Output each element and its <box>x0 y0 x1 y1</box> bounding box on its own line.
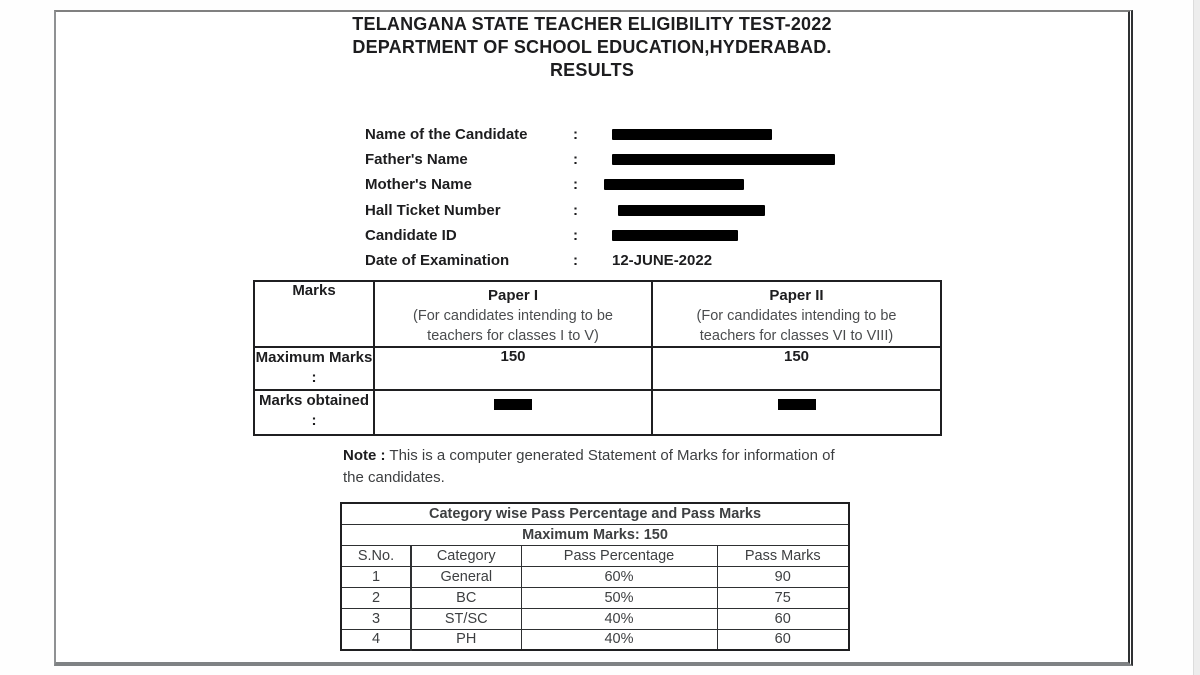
detail-row-father-name <box>365 147 835 172</box>
detail-row-candidate-id <box>365 223 835 248</box>
father-name-label: Father's Name <box>365 151 468 169</box>
mother-name-value <box>612 179 744 190</box>
results-header <box>56 13 1128 82</box>
exam-date-value: 12-JUNE-2022 <box>612 252 713 270</box>
redaction-bar <box>612 230 738 241</box>
cell-pass-marks: 75 <box>717 587 849 608</box>
paper2-marks-obtained <box>652 390 941 435</box>
separator-colon: : <box>573 226 578 244</box>
department-title: DEPARTMENT OF SCHOOL EDUCATION,HYDERABAD. <box>352 37 832 57</box>
cell-pass-percentage: 40% <box>521 608 717 629</box>
exam-date-label: Date of Examination <box>365 252 510 270</box>
header-category: Category <box>411 545 521 566</box>
maximum-marks-row <box>254 347 941 390</box>
cell-sno: 3 <box>341 608 411 629</box>
scrollbar-track[interactable] <box>1193 0 1200 675</box>
paper2-title: Paper II <box>769 287 824 304</box>
cell-pass-marks: 90 <box>717 566 849 587</box>
note-body: This is a computer generated Statement of Marks for information of the candidates. <box>343 447 835 486</box>
category-table-title-row <box>341 503 849 524</box>
marks-obtained-label: Marks obtained : <box>254 390 374 435</box>
cell-pass-marks: 60 <box>717 629 849 650</box>
father-name-value <box>612 154 835 165</box>
candidate-details-section <box>365 122 835 273</box>
paper1-title: Paper I <box>487 287 539 304</box>
header-pass-percentage: Pass Percentage <box>521 545 717 566</box>
mother-name-label: Mother's Name <box>365 176 472 194</box>
redaction-bar <box>494 399 532 410</box>
candidate-id-label: Candidate ID <box>365 226 457 244</box>
redaction-bar <box>618 205 765 216</box>
separator-colon: : <box>573 126 578 144</box>
detail-row-exam-date <box>365 248 835 273</box>
cell-pass-percentage: 50% <box>521 587 717 608</box>
cell-pass-percentage: 40% <box>521 629 717 650</box>
paper2-maximum-marks: 150 <box>652 347 941 390</box>
candidate-name-value <box>612 129 772 140</box>
candidate-id-value <box>612 230 738 241</box>
table-row-bc <box>341 587 849 608</box>
category-table-header-row <box>341 545 849 566</box>
detail-row-hall-ticket <box>365 198 835 223</box>
cell-pass-marks: 60 <box>717 608 849 629</box>
cell-sno: 4 <box>341 629 411 650</box>
detail-row-mother-name <box>365 172 835 197</box>
hall-ticket-value <box>612 205 765 216</box>
paper1-marks-obtained <box>374 390 652 435</box>
table-row-general <box>341 566 849 587</box>
maximum-marks-label: Maximum Marks : <box>254 347 374 390</box>
category-table-title: Category wise Pass Percentage and Pass Marks <box>341 503 849 524</box>
separator-colon: : <box>573 201 578 219</box>
separator-colon: : <box>573 176 578 194</box>
candidate-name-label: Name of the Candidate <box>365 126 528 144</box>
paper2-subtitle: (For candidates intending to be teachers for classes VI to VIII) <box>696 308 897 344</box>
cell-category: ST/SC <box>411 608 521 629</box>
document-page <box>54 10 1133 666</box>
cell-category: General <box>411 566 521 587</box>
table-row-ph <box>341 629 849 650</box>
results-heading: RESULTS <box>549 60 635 80</box>
cell-category: BC <box>411 587 521 608</box>
category-table-maxmarks-row <box>341 524 849 545</box>
cell-pass-percentage: 60% <box>521 566 717 587</box>
redaction-bar <box>778 399 816 410</box>
marks-table-header-row <box>254 281 941 347</box>
table-row-stsc <box>341 608 849 629</box>
header-sno: S.No. <box>341 545 411 566</box>
marks-obtained-row <box>254 390 941 435</box>
redaction-bar <box>604 179 744 190</box>
marks-corner-header: Marks <box>254 281 374 347</box>
hall-ticket-label: Hall Ticket Number <box>365 201 501 219</box>
cell-sno: 1 <box>341 566 411 587</box>
paper2-header-cell <box>652 281 941 347</box>
cell-sno: 2 <box>341 587 411 608</box>
paper1-subtitle: (For candidates intending to be teachers for classes I to V) <box>413 308 613 344</box>
redaction-bar <box>612 154 835 165</box>
note-text <box>343 445 843 489</box>
separator-colon: : <box>573 252 578 270</box>
note-label: Note : <box>343 447 386 464</box>
category-table-max-marks: Maximum Marks: 150 <box>341 524 849 545</box>
redaction-bar <box>612 129 772 140</box>
paper1-header-cell <box>374 281 652 347</box>
category-pass-table <box>340 502 850 651</box>
header-pass-marks: Pass Marks <box>717 545 849 566</box>
paper1-maximum-marks: 150 <box>374 347 652 390</box>
cell-category: PH <box>411 629 521 650</box>
detail-row-candidate-name <box>365 122 835 147</box>
marks-table <box>253 280 942 436</box>
separator-colon: : <box>573 151 578 169</box>
exam-title: TELANGANA STATE TEACHER ELIGIBILITY TEST-2022 <box>352 14 832 34</box>
